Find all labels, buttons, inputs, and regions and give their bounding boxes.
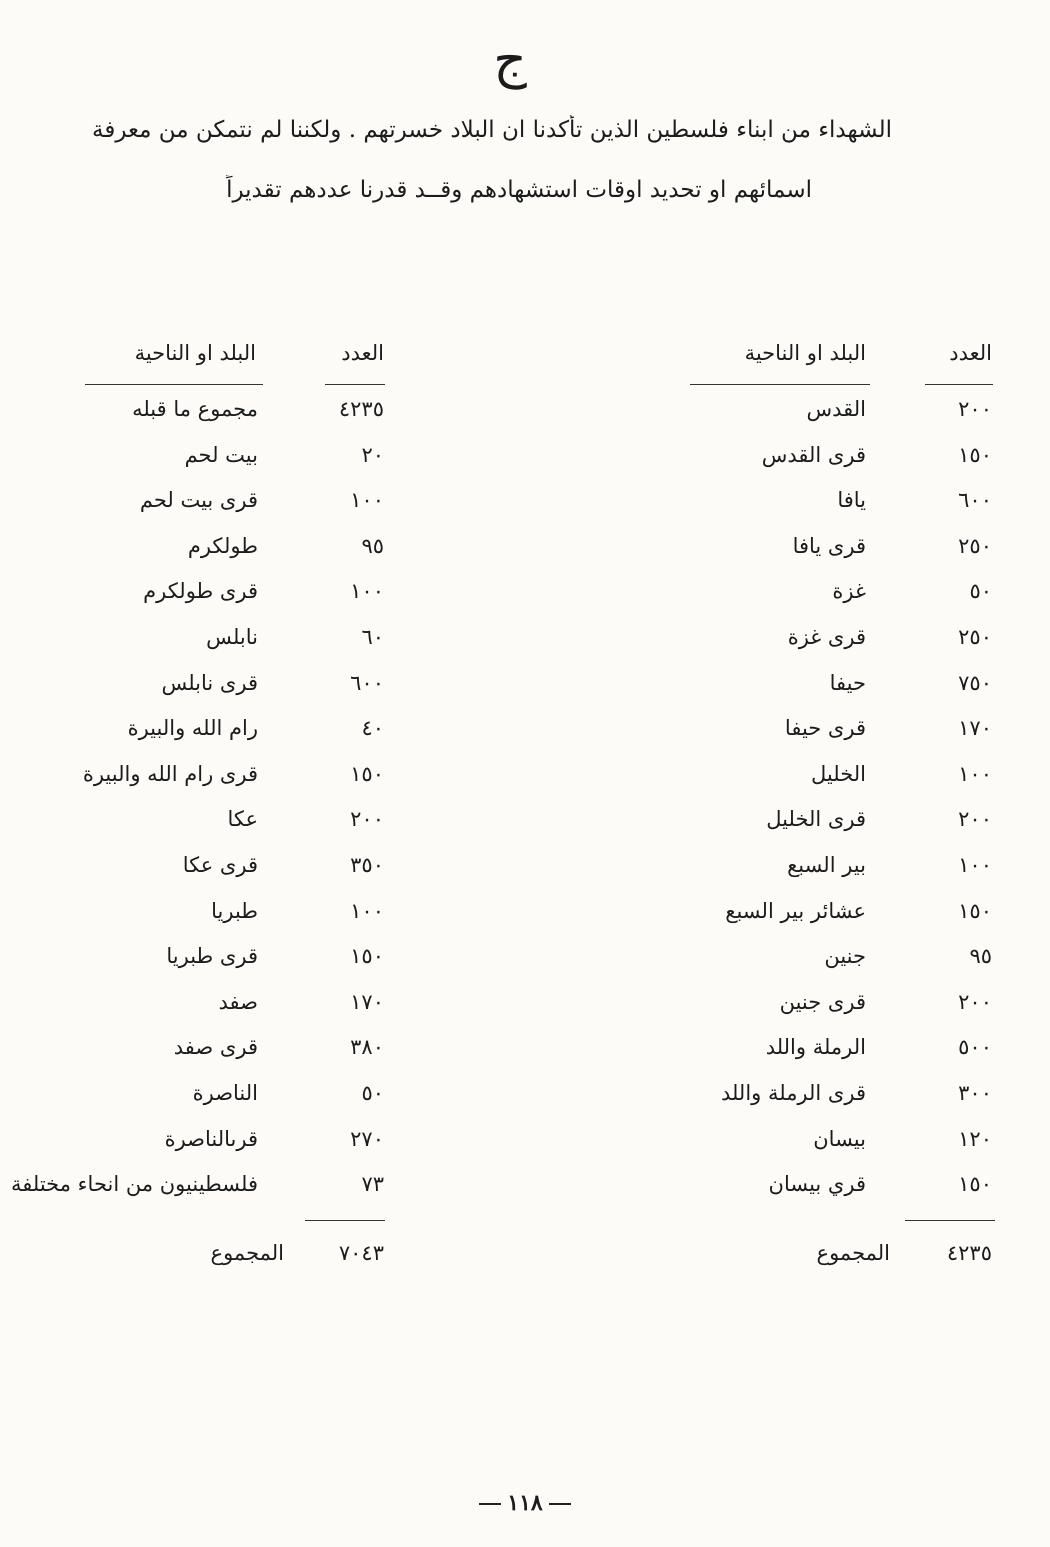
table-row-number: ١٥٠	[958, 443, 992, 467]
table-row-number: ١٢٠	[958, 1127, 992, 1151]
table-row-number: ٥٠٠	[958, 1035, 992, 1059]
table-row-place: قرى صفد	[173, 1035, 258, 1059]
table-row-place: مجموع ما قبله	[132, 397, 258, 421]
page-number: ١١٨	[507, 1490, 543, 1516]
table-row-place: بير السبع	[787, 853, 866, 877]
table-right-total-number: ٤٢٣٥	[946, 1241, 992, 1265]
table-row-number: ٣٥٠	[350, 853, 384, 877]
table-row-place: قرى بيت لحم	[139, 488, 258, 512]
table-row-number: ١٠٠	[958, 762, 992, 786]
intro-line-2: اسمائهم او تحديد اوقات استشهادهم وقــد قدرنا عددهم تقديراً	[226, 177, 812, 203]
table-row-place: حيفا	[829, 671, 866, 695]
table-row-number: ١٥٠	[350, 944, 384, 968]
table-row-place: طبريا	[211, 899, 258, 923]
table-row-number: ٧٥٠	[958, 671, 992, 695]
table-row-number: ٣٠٠	[958, 1081, 992, 1105]
table-row-number: ٢٧٠	[350, 1127, 384, 1151]
table-row-place: قرى القدس	[761, 443, 866, 467]
table-left-header-place: البلد او الناحية	[134, 341, 256, 365]
table-row-place: الخليل	[811, 762, 866, 786]
table-row-number: ٤٠	[361, 716, 384, 740]
table-row-place: قرى رام الله والبيرة	[82, 762, 258, 786]
page-letter: ج	[493, 30, 527, 90]
table-row-place: طولكرم	[187, 534, 258, 558]
table-row-place: غزة	[832, 579, 866, 603]
table-row-place: عكا	[227, 807, 258, 831]
table-row-number: ١٥٠	[958, 1172, 992, 1196]
table-right-header-place: البلد او الناحية	[744, 341, 866, 365]
table-row-number: ٣٨٠	[350, 1035, 384, 1059]
table-row-number: ٧٣	[361, 1172, 384, 1196]
table-row-number: ٢٠٠	[958, 807, 992, 831]
table-left-header-rule-number	[325, 384, 385, 385]
table-row-place: القدس	[806, 397, 866, 421]
table-row-number: ٦٠٠	[350, 671, 384, 695]
table-row-number: ١٥٠	[350, 762, 384, 786]
table-row-number: ٥٠	[361, 1081, 384, 1105]
table-row-place: قرى جنين	[779, 990, 866, 1014]
table-row-place: نابلس	[206, 625, 258, 649]
table-left-header-number: العدد	[341, 341, 384, 365]
table-row-place: فلسطينيون من انحاء مختلفة	[11, 1172, 258, 1196]
table-left-header-rule-place	[85, 384, 263, 385]
table-row-place: قرى غزة	[787, 625, 866, 649]
table-row-number: ٥٠	[969, 579, 992, 603]
intro-line-1: الشهداء من ابناء فلسطين الذين تأكدنا ان البلاد خسرتهم . ولكننا لم نتمكن من معرفة	[92, 117, 892, 143]
table-row-place: بيت لحم	[184, 443, 258, 467]
table-row-place: قرى حيفا	[784, 716, 866, 740]
table-row-place: قرى طولكرم	[143, 579, 258, 603]
table-row-number: ١٠٠	[350, 488, 384, 512]
table-row-number: ٦٠٠	[958, 488, 992, 512]
table-row-place: قرى نابلس	[161, 671, 258, 695]
table-row-place: قرى الخليل	[766, 807, 866, 831]
table-row-number: ١٥٠	[958, 899, 992, 923]
table-right-header-rule-place	[690, 384, 870, 385]
table-row-number: ٢٥٠	[958, 625, 992, 649]
table-row-place: الناصرة	[192, 1081, 258, 1105]
table-row-place: قري بيسان	[768, 1172, 866, 1196]
table-row-number: ٩٥	[969, 944, 992, 968]
table-row-place: جنين	[824, 944, 866, 968]
table-row-number: ٢٠٠	[958, 990, 992, 1014]
table-row-number: ١٧٠	[350, 990, 384, 1014]
table-row-number: ١٠٠	[958, 853, 992, 877]
table-right-total-label: المجموع	[816, 1241, 890, 1265]
table-row-number: ٢٠	[361, 443, 384, 467]
table-row-place: قرى عكا	[182, 853, 258, 877]
table-row-number: ٦٠	[361, 625, 384, 649]
table-row-number: ١٧٠	[958, 716, 992, 740]
table-row-number: ٢٠٠	[958, 397, 992, 421]
page-footer	[0, 1490, 1050, 1516]
table-row-place: الرملة واللد	[765, 1035, 866, 1059]
table-row-number: ٤٢٣٥	[338, 397, 384, 421]
table-row-place: يافا	[837, 488, 866, 512]
table-row-place: قرىالناصرة	[164, 1127, 258, 1151]
table-row-number: ٢٠٠	[350, 807, 384, 831]
table-row-place: بيسان	[813, 1127, 866, 1151]
table-row-place: قرى الرملة واللد	[720, 1081, 866, 1105]
table-left-total-rule	[305, 1220, 385, 1221]
footer-dash-left	[479, 1503, 501, 1505]
table-row-place: عشائر بير السبع	[725, 899, 866, 923]
table-right-header-number: العدد	[949, 341, 992, 365]
table-row-number: ٢٥٠	[958, 534, 992, 558]
table-left-total-number: ٧٠٤٣	[338, 1241, 384, 1265]
table-right-total-rule	[905, 1220, 995, 1221]
table-row-number: ٩٥	[361, 534, 384, 558]
table-row-place: صفد	[218, 990, 258, 1014]
table-left-total-label: المجموع	[210, 1241, 284, 1265]
table-row-number: ١٠٠	[350, 899, 384, 923]
table-right-header-rule-number	[925, 384, 993, 385]
table-row-number: ١٠٠	[350, 579, 384, 603]
table-row-place: قرى يافا	[792, 534, 866, 558]
table-row-place: رام الله والبيرة	[127, 716, 258, 740]
footer-dash-right	[549, 1503, 571, 1505]
table-row-place: قرى طبريا	[166, 944, 258, 968]
